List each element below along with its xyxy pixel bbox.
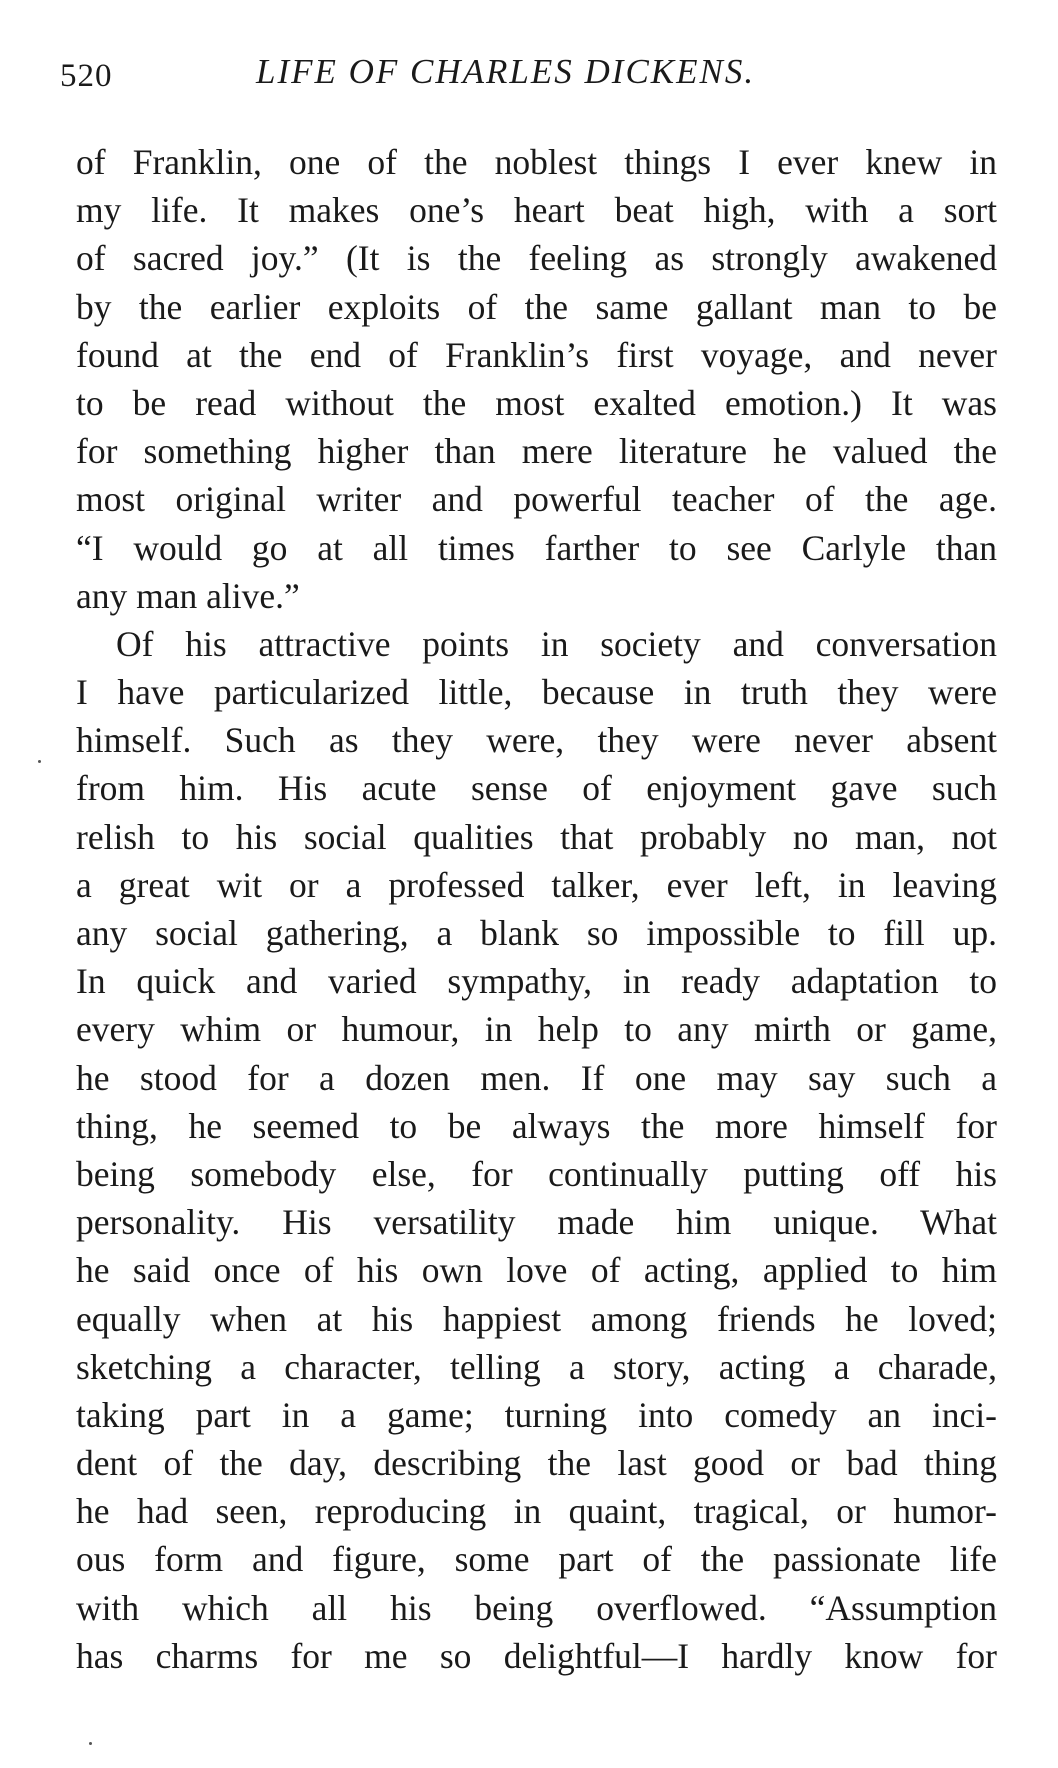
text-line: my life. It makes one’s heart beat high, with a sort — [76, 190, 997, 231]
text-line: has charms for me so delightful—I hardly know for — [76, 1635, 997, 1676]
text-line: thing, he seemed to be always the more himself for — [76, 1105, 997, 1146]
text-line: for something higher than mere literature he valued the — [76, 431, 997, 472]
text-line: I have particularized little, because in truth they were — [76, 672, 997, 713]
text-line: with which all his being overflowed. “Assumption — [76, 1587, 997, 1628]
text-line: himself. Such as they were, they were never absent — [76, 720, 997, 761]
text-line: taking part in a game; turning into comedy an inci- — [76, 1394, 997, 1435]
text-line: sketching a character, telling a story, acting a charade, — [76, 1346, 997, 1387]
text-line: of Franklin, one of the noblest things I ever knew in — [76, 142, 997, 182]
text-line: ous form and figure, some part of the passionate life — [76, 1539, 997, 1580]
text-line: most original writer and powerful teacher of the age. — [76, 479, 997, 520]
text-line: personality. His versatility made him unique. What — [76, 1202, 997, 1243]
text-line: any man alive.” — [76, 575, 300, 616]
text-line: he had seen, reproducing in quaint, tragical, or humor- — [76, 1491, 997, 1532]
text-line: by the earlier exploits of the same gallant man to be — [76, 286, 997, 327]
text-line: Of his attractive points in society and conversation — [116, 623, 997, 664]
page-number: 520 — [60, 58, 113, 94]
running-title: LIFE OF CHARLES DICKENS. — [256, 52, 756, 91]
text-line: equally when at his happiest among friends he loved; — [76, 1298, 997, 1339]
text-line: of sacred joy.” (It is the feeling as strongly awakened — [76, 238, 997, 279]
text-line: dent of the day, describing the last good or bad thing — [76, 1443, 997, 1484]
print-speck — [38, 760, 41, 763]
print-speck — [89, 1742, 92, 1745]
text-line: to be read without the most exalted emotion.) It was — [76, 382, 997, 423]
text-line: being somebody else, for continually putting off his — [76, 1153, 997, 1194]
body-text — [76, 138, 997, 1680]
text-line: “I would go at all times farther to see Carlyle than — [76, 527, 997, 568]
text-line: he said once of his own love of acting, applied to him — [76, 1250, 997, 1291]
text-line: found at the end of Franklin’s first voyage, and never — [76, 334, 997, 375]
text-line: In quick and varied sympathy, in ready adaptation to — [76, 961, 997, 1002]
text-line: relish to his social qualities that probably no man, not — [76, 816, 997, 857]
text-line: he stood for a dozen men. If one may say such a — [76, 1057, 997, 1098]
text-line: a great wit or a professed talker, ever left, in leaving — [76, 864, 997, 905]
text-line: every whim or humour, in help to any mirth or game, — [76, 1009, 997, 1050]
text-line: from him. His acute sense of enjoyment gave such — [76, 768, 997, 809]
page-header — [60, 52, 1000, 102]
text-line: any social gathering, a blank so impossible to fill up. — [76, 913, 997, 953]
